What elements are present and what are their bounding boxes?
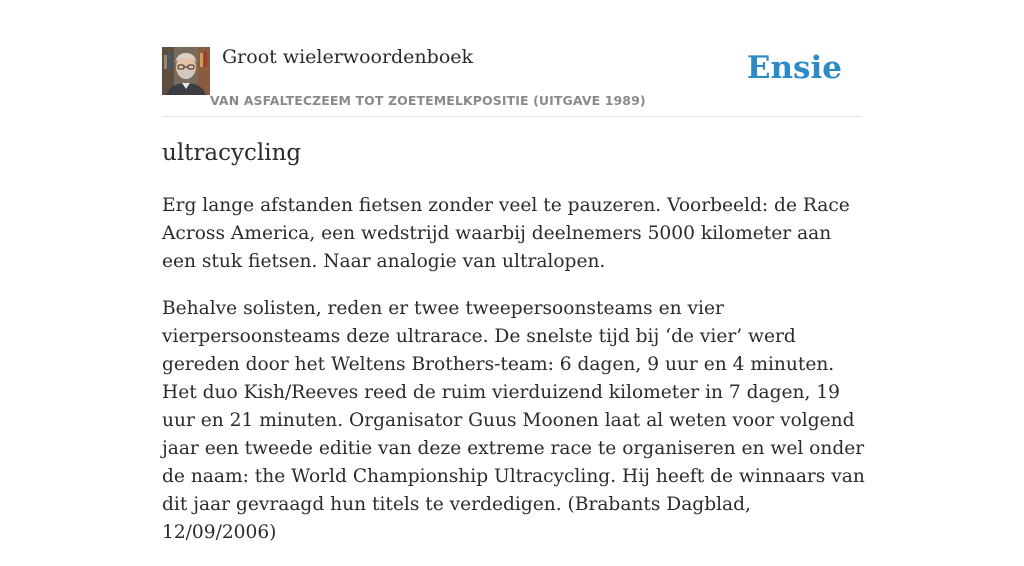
entry-body bbox=[162, 192, 866, 566]
dictionary-subtitle: VAN ASFALTECZEEM TOT ZOETEMELKPOSITIE (UITGAVE 1989) bbox=[210, 93, 646, 108]
entry-title: ultracycling bbox=[162, 140, 302, 166]
header bbox=[162, 0, 862, 117]
example-paragraph: Behalve solisten, reden er twee tweepersoonsteams en vier vierpersoonsteams deze ultrarace. De snelste tijd bij ‘de vier’ werd gereden door het Weltens Brothers-team: 6 dagen, 9 uur en 4 minuten. Het duo Kish/Reeves reed de ruim vierduizend kilometer in 7 dagen, 19 uur en 21 minuten. Organisator Guus Moonen laat al weten voor volgend jaar een tweede editie van deze extreme race te organiseren en wel onder de naam: the World Championship Ultracycling. Hij heeft de winnaars van dit jaar gevraagd hun titels te verdedigen. (Brabants Dagblad, 12/09/2006) bbox=[162, 298, 865, 543]
ensie-logo[interactable]: Ensie bbox=[746, 50, 842, 86]
author-avatar[interactable] bbox=[162, 47, 210, 95]
author-portrait-icon bbox=[162, 47, 210, 95]
definition-paragraph: Erg lange afstanden fietsen zonder veel te pauzeren. Voorbeeld: de Race Across America, een wedstrijd waarbij deelnemers 5000 kilometer aan een stuk fietsen. Naar analogie van ultralopen. bbox=[162, 195, 850, 272]
dictionary-title[interactable]: Groot wielerwoordenboek bbox=[222, 46, 474, 68]
